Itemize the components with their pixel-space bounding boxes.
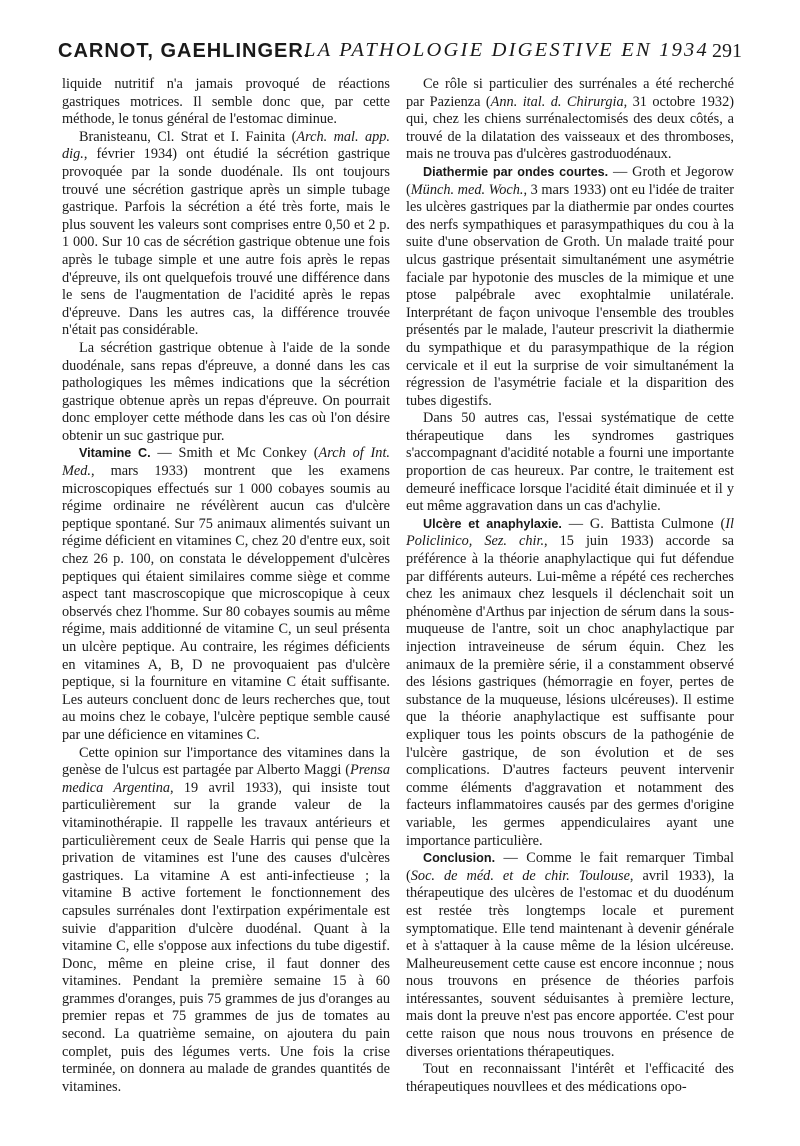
body-text: , 3 mars 1933) ont eu l'idée de traiter les ulcères gastriques par la diathermie par ondes courtes des nerfs sympathiques et parasympathiques du cou à la suite d'une observation de Groth. Un malade traité pour ulcus gastrique présentait simultanément une asymétrie faciale par hypotonie des muscles de la mimique et une ptose palpébrale avec exophtalmie unilatérale. Interprétant de façon univoque l'ensemble des troubles présentés par le malade, l'auteur prescrivit la diathermie du sympathique et du parasympathique de la région cervicale et il eut la surprise de voir simultanément la régression de l'asymétrie faciale et la disparition des tubes digestifs.: [406, 181, 734, 409]
running-header: [58, 40, 746, 70]
right-column: [406, 76, 734, 1096]
paragraph: [406, 164, 734, 410]
citation-title: Arch of Int. Med.: [62, 445, 390, 480]
paragraph: [406, 516, 734, 850]
paragraph: [62, 340, 390, 446]
paragraph: [62, 129, 390, 340]
citation-title: Soc. de méd. et de chir. Toulouse: [410, 867, 630, 884]
page-number: 291: [712, 40, 742, 62]
section-heading: Ulcère et anaphylaxie.: [423, 516, 562, 531]
section-heading: Vitamine C.: [79, 446, 151, 461]
header-journal-title: LA PATHOLOGIE DIGESTIVE EN 1934: [304, 39, 709, 61]
body-text: , mars 1933) montrent que les examens microscopiques effectués sur 1 000 cobayes soumis au régime ordinaire ne révélèrent aucun cas d'ulcère peptique spontané. Sur 75 animaux alimentés suivant un régime déficient en vitamines C, chez 20 d'entre eux, soit chez 26 p. 100, on constata le développement d'ulcères peptiques qui étaient similaires comme siège et comme aspect tant mascroscopique que microscopique à ceux observés chez l'homme. Sur 80 cobayes soumis au même régime, mais additionné de vitamine C, un seul présenta un ulcère peptique. Au contraire, les régimes déficients en vitamines A, B, D ne provoquaient pas d'ulcère peptique, si la fourniture en vitamine C était suffisante. Les auteurs concluent donc de leurs recherches que, tout au moins chez le cobaye, l'ulcère peptique semble causé par une déficience en vitamines C.: [62, 463, 390, 743]
body-text: La sécrétion gastrique obtenue à l'aide de la sonde duodénale, sans repas d'épreuve, a donné dans les cas pathologiques les mêmes indications que la sécrétion gastrique obtenue après un repas d'épreuve. On pourrait donc employer cette méthode dans les cas où l'on désire obtenir un suc gastrique pur.: [62, 339, 390, 444]
body-text: — G. Battista Culmone (: [561, 515, 726, 532]
body-text: , 19 avril 1933), qui insiste tout particulièrement sur la grande valeur de la vitaminothérapie. Il rappelle les travaux antérieurs et particulièrement ceux de Seale Harris qui pense que la privation de vitamines est l'une des causes d'ulcères gastriques. La vitamine A est anti-infectieuse ; la vitamine B active fortement le fonctionnement des capsules surrénales dont l'extirpation expérimentale est suivie d'apparition d'ulcère duodénal. Quant à la vitamine C, elle s'oppose aux infections du tube digestif. Donc, même en pleine crise, il faut donner des vitamines. Pendant la première semaine 15 à 60 grammes d'oranges, puis 75 grammes de jus d'oranges au premier repas et 75 grammes de jus de tomates au second. La quatrième semaine, on ajoutera du pain complet, puis des légumes verts. Une fois la crise terminée, on donnera au malade de grandes quantités de vitamines.: [62, 779, 390, 1095]
left-column: [62, 76, 390, 1096]
citation-title: Arch. mal. app. dig.: [62, 128, 390, 163]
paragraph: [406, 850, 734, 1061]
citation-title: Ann. ital. d. Chirurgia: [490, 93, 624, 110]
citation-title: Prensa medica Argentina: [62, 762, 390, 796]
header-authors: CARNOT, GAEHLINGER.: [58, 40, 311, 62]
body-text: , février 1934) ont étudié la sécrétion gastrique provoquée par la sonde duodénale. Ils ont toujours trouvé une sécrétion gastrique après un simple tubage gastrique. Parfois la sécrétion a été très forte, mais le plus souvent les valeurs sont comprises entre 0,50 et 2 p. 1 000. Sur 10 cas de sécrétion gastrique obtenue une fois après le tubage simple et une autre fois après le repas d'épreuve, ils ont quelquefois trouvé une différence dans le sens de l'augmentation de l'acidité après le repas d'épreuve. Dans les autres cas, la différence trouvée n'était pas considérable.: [62, 146, 390, 339]
body-text: — Groth et Jegorow (: [406, 163, 734, 198]
paragraph: [62, 76, 390, 129]
body-text: , 15 juin 1933) accorde sa préférence à la théorie anaphylactique qui fut défendue par différents auteurs. Lui-même a répété ces recherches chez les animaux chez lesquels il déclenchait soit un phénomène d'Arthus par injection de sérum dans la sous-muqueuse de l'antre, soit un choc anaphylactique par injection intraveineuse de sérum équin. Chez les animaux de la première série, il a constamment observé des lésions gastriques (hémorragie en foyer, pertes de substance de la muqueuse, lésions ulcéreuses). Il estime que la théorie anaphylactique est suffisante pour expliquer tous les points obscurs de la pathogénie de l'ulcère gastrique, de son évolution et de ses complications. D'autres facteurs peuvent intervenir comme éléments d'aggravation et notamment des facteurs inflammatoires causés par des germes d'origine variable, les germes appendiculaires ayant une importance particulière.: [406, 533, 734, 849]
body-text: — Smith et Mc Conkey (: [150, 445, 319, 462]
body-text: Ce rôle si particulier des surrénales a été recherché par Pazienza (: [406, 76, 734, 110]
section-heading: Diathermie par ondes courtes.: [423, 164, 609, 179]
body-text: , 31 octobre 1932) qui, chez les chiens surrénalectomisés des deux côtés, a trouvé de la dilatation des vaisseaux et des thromboses, mais ne trouva pas d'ulcères gastroduodénaux.: [406, 93, 734, 163]
section-heading: Conclusion.: [423, 851, 496, 866]
paragraph: [406, 1061, 734, 1096]
paragraph: [406, 410, 734, 516]
body-text: Branisteanu, Cl. Strat et I. Fainita (: [79, 128, 297, 145]
citation-title: Münch. med. Woch.: [410, 181, 524, 198]
body-text: Dans 50 autres cas, l'essai systématique de cette thérapeutique dans les syndromes gastriques s'accompagnant d'acidité notable a fourni une importante proportion de cas heureux. Par contre, le traitement est demeuré inefficace lorsque l'acidité était diminuée et il y eut même aggravation dans un cas d'achylie.: [406, 410, 734, 515]
citation-title: Il Policlinico, Sez. chir.: [406, 515, 734, 550]
body-text: liquide nutritif n'a jamais provoqué de réactions gastriques motrices. Il semble donc que, par cette méthode, le tonus général de l'estomac diminue.: [62, 76, 390, 128]
body-text: , avril 1933), la thérapeutique des ulcères de l'estomac et du duodénum est restée très longtemps locale et purement symptomatique. Elle tend maintenant à devenir générale et à s'attaquer à la cause même de la lésion ulcéreuse. Malheureusement cette cause est encore inconnue ; nous nous trouvons en présence de théories parfois intéressantes, souvent séduisantes à première lecture, mais dont la preuve n'est pas encore apportée. C'est pour cette raison que nous nous trouvons en présence de diverses orientations thérapeutiques.: [406, 867, 734, 1060]
body-text: Cette opinion sur l'importance des vitamines dans la genèse de l'ulcus est partagée par Alberto Maggi (: [62, 744, 390, 779]
paragraph: [406, 76, 734, 164]
body-text: — Comme le fait remarquer Timbal (: [406, 850, 734, 884]
paragraph: [62, 745, 390, 1097]
body-text: Tout en reconnaissant l'intérêt et l'efficacité des thérapeutiques nouvllees et des médications opo-: [406, 1061, 734, 1095]
paragraph: [62, 445, 390, 744]
